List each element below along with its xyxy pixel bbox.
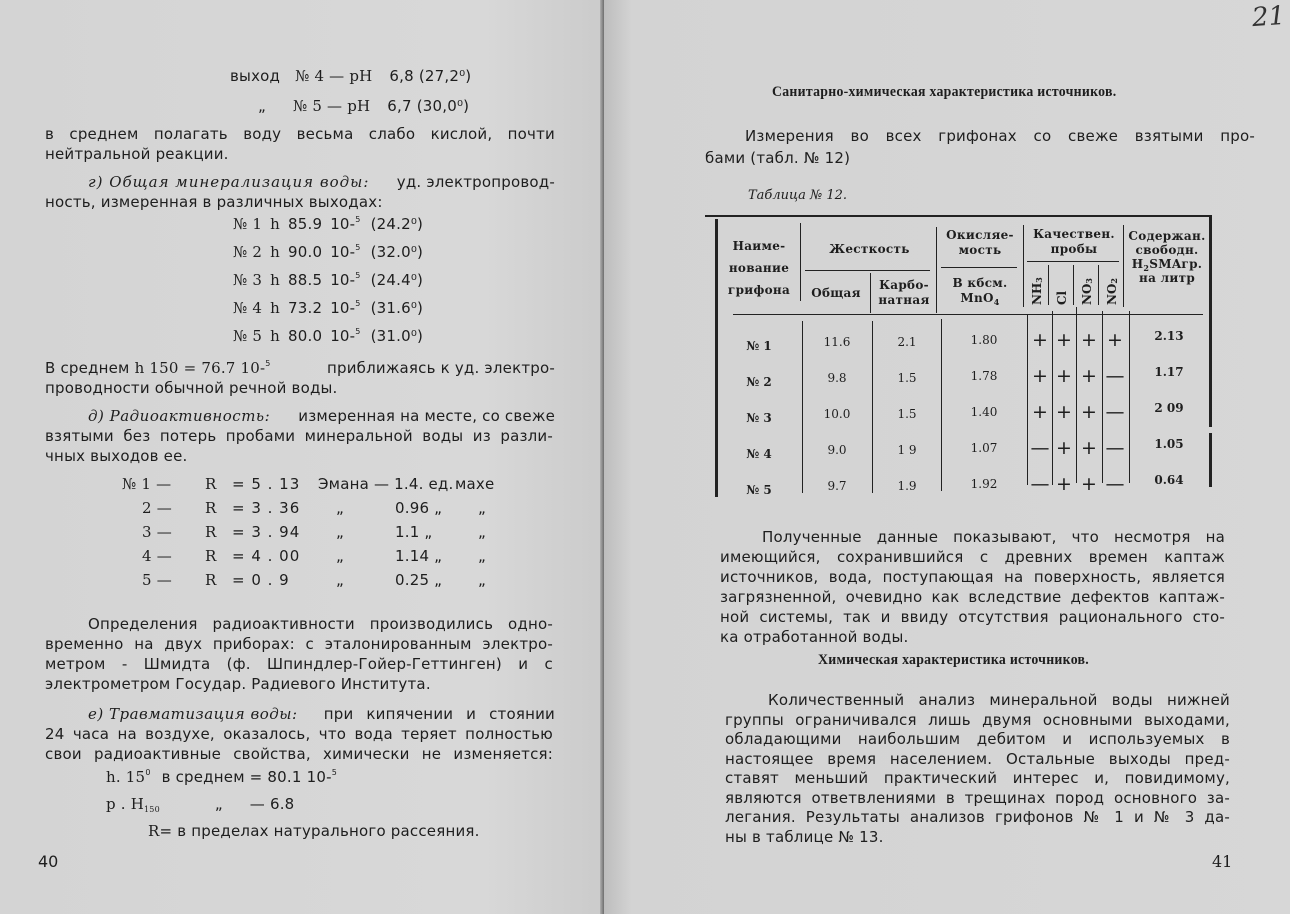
conductivity-symbol: h <box>270 271 280 289</box>
cell-spring-name: № 2 <box>746 375 772 389</box>
outlet-number: № 4 <box>233 299 263 317</box>
conductivity-symbol: h <box>270 215 280 233</box>
ditto-mark: „ <box>336 499 344 517</box>
cell-qual-no2: — <box>1105 401 1125 423</box>
cell-qual-cl: + <box>1056 401 1072 423</box>
paragraph-line: обладающими наибольшим дебитом и используемых в <box>725 730 1230 748</box>
section-e-text: 24 часа на воздухе, оказалось, что вода теряет полностью <box>45 725 553 743</box>
section-d-text: взятыми без потерь пробами минеральной воды из разли- <box>45 427 553 445</box>
header-qualitative-tests: Качествен. пробы <box>1033 227 1115 256</box>
radioactivity-outlet: № 1 — <box>122 475 172 493</box>
radioactivity-outlet: 5 — <box>142 571 172 589</box>
radioactivity-outlet: 4 — <box>142 547 172 565</box>
cell-qual-nh3: + <box>1032 401 1048 423</box>
radioactivity-value: = 3 . 94 <box>232 523 301 541</box>
section-e-text: при кипячении и стоянии <box>323 705 555 723</box>
conductivity-row <box>233 270 423 290</box>
paragraph-line: группы ограничивался лишь двумя основными выходами, <box>725 710 1230 729</box>
cell-qual-no3: + <box>1081 473 1097 495</box>
section-d-title: д) Радиоактивность: <box>88 407 271 425</box>
cell-spring-name: № 1 <box>746 339 772 353</box>
header-qual-base: Cl <box>1055 290 1069 305</box>
cell-spring-name: № 3 <box>746 411 772 425</box>
cell-spring-name: № 4 <box>746 447 772 461</box>
header-hardness: Жесткость <box>829 242 910 256</box>
cell-oxidizability: 1.78 <box>970 369 998 383</box>
radioactivity-symbol: R <box>205 571 217 589</box>
header-oxidizability-unit: В кбсм. MnO$_4$ <box>952 276 1008 307</box>
section-d-text: чных выходов ее. <box>45 447 188 465</box>
conductivity-row <box>233 214 423 234</box>
ph-label: выход <box>230 67 281 85</box>
outlet-number: № 1 <box>233 215 263 233</box>
cell-qual-nh3: + <box>1032 365 1048 387</box>
ditto-mark: „ <box>478 571 486 589</box>
header-qual-0 <box>1030 269 1044 305</box>
section-e-header <box>88 704 555 724</box>
section-heading-chemical: Химическая характеристика источников. <box>818 652 1089 668</box>
conductivity-value: 73.2 <box>287 299 323 317</box>
ph-value: 6,8 (27,2⁰) <box>389 67 472 85</box>
paragraph-line: ны в таблице № 13. <box>725 827 884 846</box>
ph-num: № 5 <box>292 97 323 115</box>
conductivity-unit: 10- <box>330 271 356 289</box>
intro-text: бами (табл. № 12) <box>705 149 851 167</box>
cell-qual-no2: — <box>1105 473 1125 495</box>
section-d-header <box>88 406 555 426</box>
section-g-title: г) Общая минерализация воды: <box>88 173 370 191</box>
conductivity-unit: 10- <box>330 299 356 317</box>
paragraph-line: настоящее время населением. Остальные выходы пред- <box>725 749 1230 768</box>
intro-text: Измерения во всех грифонах со свеже взятыми про- <box>745 127 1255 145</box>
conductivity-value: 85.9 <box>287 215 323 233</box>
ditto-mark: „ <box>478 523 486 541</box>
paragraph-line: источников, вода, поступающая на поверхность, является <box>720 568 1225 586</box>
cell-qual-cl: + <box>1056 473 1072 495</box>
radioactivity-value: = 4 . 00 <box>232 547 301 565</box>
cell-qual-no3: + <box>1081 365 1097 387</box>
table-right-border <box>1209 433 1212 487</box>
section-e-text: свои радиоактивные свойства, химически не изменяется: <box>45 745 553 763</box>
cell-hardness-carbonate: 1.5 <box>897 407 917 421</box>
avg-text: В среднем h 150 = 76.7 10-$^5$ <box>45 359 271 377</box>
radioactivity-value: = 0 . 9 <box>232 571 290 589</box>
section-heading-sanitary: Санитарно-химическая характеристика источников. <box>772 84 1117 100</box>
paragraph-line: загрязненной, очевидно как вследствие дефектов каптаж- <box>720 588 1225 606</box>
cell-h2s: 0.64 <box>1154 473 1184 487</box>
ph-dash: — pH <box>329 67 373 85</box>
conductivity-exponent: 5 <box>355 215 361 224</box>
ph-value: 6,7 (30,0⁰) <box>387 97 470 115</box>
cell-qual-nh3: — <box>1030 473 1050 495</box>
header-qual-index: 3 <box>1034 277 1044 283</box>
conductivity-exponent: 5 <box>355 299 361 308</box>
conductivity-value: 80.0 <box>287 327 323 345</box>
cell-spring-name: № 5 <box>746 483 772 497</box>
cell-hardness-carbonate: 1 9 <box>897 443 917 457</box>
conductivity-unit: 10- <box>330 327 356 345</box>
avg-text-tail: приближаясь к уд. электро- <box>326 359 555 377</box>
cell-hardness-carbonate: 2.1 <box>897 335 917 349</box>
conductivity-symbol: h <box>270 243 280 261</box>
radioactivity-ema-value: 1.14 „ <box>395 547 443 565</box>
conductivity-value: 90.0 <box>287 243 323 261</box>
conductivity-row <box>233 298 423 318</box>
conductivity-temp: (32.0⁰) <box>370 243 424 261</box>
radioactivity-value: = 3 . 36 <box>232 499 301 517</box>
conductivity-value: 88.5 <box>287 271 323 289</box>
header-h2s: Содержан. свободн. $H_2SMAгр$. на литр <box>1128 229 1206 285</box>
paragraph-line: имеющийся, сохранившийся с древних времен каптаж <box>720 548 1225 566</box>
radioactivity-ema-value: 1.1 „ <box>395 523 433 541</box>
cell-qual-cl: + <box>1056 365 1072 387</box>
radioactivity-ema-unit: махе <box>455 475 495 493</box>
paragraph-line: метром - Шмидта (ф. Шпиндлер-Гойер-Геттинген) и с <box>45 655 553 673</box>
header-qual-index: 2 <box>1109 278 1119 284</box>
outlet-number: № 3 <box>233 271 263 289</box>
header-hardness-carbonate: Карбо- натная <box>878 278 930 307</box>
radioactivity-symbol: R <box>205 499 217 517</box>
radioactivity-ema-value: 0.96 „ <box>395 499 443 517</box>
formula-h15: h. $15^0$ в среднем = 80.1 10-$^5$ <box>106 768 337 786</box>
conductivity-unit: 10- <box>330 215 356 233</box>
table-caption: Таблица № 12. <box>748 188 848 203</box>
formula-ph150: p . $H_{150}$ „ — 6.8 <box>106 795 295 814</box>
paragraph-line: Количественный анализ минеральной воды нижней <box>768 691 1230 709</box>
paragraph-line: электрометром Государ. Радиевого Института. <box>45 675 431 693</box>
paragraph-line: ставят меньший практический интерес и, повидимому, <box>725 769 1230 787</box>
conductivity-symbol: h <box>270 299 280 317</box>
section-g-text: ность, измеренная в различных выходах: <box>45 193 383 211</box>
cell-hardness-total: 9.8 <box>827 371 847 385</box>
paragraph-line: Полученные данные показывают, что несмотря на <box>762 528 1225 546</box>
paragraph-line: Определения радиоактивности производились одно- <box>88 615 553 633</box>
cell-qual-no2: — <box>1105 365 1125 387</box>
cell-qual-cl: + <box>1056 329 1072 351</box>
paragraph-line: являются ответвлениями в трещинах пород основного за- <box>725 788 1230 807</box>
cell-h2s: 1.05 <box>1154 437 1184 451</box>
ph-label: „ <box>258 97 266 115</box>
radioactivity-ema-label: Эмана — 1.4. ед. <box>318 475 454 493</box>
conductivity-average-line2: проводности обычной речной воды. <box>45 379 338 397</box>
ph-conclusion-line: в среднем полагать воду весьма слабо кислой, почти <box>45 125 555 143</box>
cell-h2s: 2.13 <box>1154 329 1184 343</box>
section-g-text: уд. электропровод- <box>396 173 555 191</box>
radioactivity-value: = 5 . 13 <box>232 475 301 493</box>
table-top-rule <box>705 215 1210 217</box>
formula-r: R= в пределах натурального рассеяния. <box>148 822 480 840</box>
conductivity-average <box>45 358 555 378</box>
ditto-mark: „ <box>336 523 344 541</box>
ph-line-5 <box>258 96 469 116</box>
header-hardness-total: Общая <box>811 286 861 300</box>
conductivity-exponent: 5 <box>355 271 361 280</box>
header-qual-3 <box>1105 269 1119 305</box>
table-12 <box>705 215 1210 497</box>
ph-line-4 <box>230 66 471 86</box>
cell-hardness-total: 10.0 <box>823 407 851 421</box>
header-oxidizability: Окисляе- мость <box>946 228 1014 257</box>
page-number: 40 <box>38 852 59 871</box>
cell-oxidizability: 1.92 <box>970 477 998 491</box>
outlet-number: № 5 <box>233 327 263 345</box>
cell-qual-no2: — <box>1105 437 1125 459</box>
cell-qual-no3: + <box>1081 437 1097 459</box>
cell-hardness-carbonate: 1.5 <box>897 371 917 385</box>
cell-hardness-total: 9.7 <box>827 479 847 493</box>
cell-h2s: 1.17 <box>1154 365 1184 379</box>
left-page <box>0 0 604 914</box>
section-g-header <box>88 172 555 192</box>
header-qual-base: NO <box>1105 283 1119 305</box>
table-left-border <box>715 219 718 497</box>
conductivity-row <box>233 326 423 346</box>
paragraph-line: временно на двух приборах: с эталонированным электро- <box>45 635 553 653</box>
conductivity-row <box>233 242 423 262</box>
conductivity-exponent: 5 <box>355 243 361 252</box>
ditto-mark: „ <box>478 499 486 517</box>
header-qual-base: NH <box>1030 282 1044 305</box>
header-name: Наиме- нование грифона <box>727 239 791 297</box>
paragraph-line: легания. Результаты анализов грифонов № 1 и № 3 да- <box>725 808 1230 826</box>
header-qual-1 <box>1055 269 1069 305</box>
header-qual-index: 3 <box>1084 278 1094 284</box>
cell-qual-cl: + <box>1056 437 1072 459</box>
ph-num: № 4 <box>295 67 325 85</box>
handwritten-page-number: 21 <box>1250 0 1287 34</box>
header-qual-2 <box>1080 269 1094 305</box>
cell-qual-nh3: + <box>1032 329 1048 351</box>
cell-h2s: 2 09 <box>1154 401 1184 415</box>
cell-hardness-total: 9.0 <box>827 443 847 457</box>
conductivity-symbol: h <box>270 327 280 345</box>
conductivity-temp: (24.4⁰) <box>370 271 424 289</box>
conductivity-temp: (31.0⁰) <box>370 327 424 345</box>
conductivity-temp: (24.2⁰) <box>370 215 424 233</box>
paragraph-line: ка отработанной воды. <box>720 628 909 646</box>
conductivity-unit: 10- <box>330 243 356 261</box>
ph-conclusion-line: нейтральной реакции. <box>45 145 229 163</box>
ditto-mark: „ <box>478 547 486 565</box>
ditto-mark: „ <box>336 547 344 565</box>
conductivity-exponent: 5 <box>355 327 361 336</box>
cell-oxidizability: 1.80 <box>970 333 998 347</box>
cell-qual-nh3: — <box>1030 437 1050 459</box>
cell-oxidizability: 1.07 <box>970 441 998 455</box>
ditto-mark: „ <box>336 571 344 589</box>
conductivity-temp: (31.6⁰) <box>370 299 424 317</box>
cell-qual-no3: + <box>1081 401 1097 423</box>
section-e-title: е) Травматизация воды: <box>88 705 298 723</box>
cell-oxidizability: 1.40 <box>970 405 998 419</box>
paragraph-line: ной системы, так и ввиду отсутствия рационального сто- <box>720 608 1225 626</box>
header-qual-base: NO <box>1080 283 1094 305</box>
cell-hardness-carbonate: 1.9 <box>897 479 917 493</box>
page-number: 41 <box>1212 852 1233 871</box>
radioactivity-symbol: R <box>205 547 217 565</box>
section-d-text: измеренная на месте, со свеже <box>298 407 555 425</box>
cell-qual-no3: + <box>1081 329 1097 351</box>
radioactivity-symbol: R <box>205 475 217 493</box>
cell-qual-no2: + <box>1107 329 1123 351</box>
ph-dash: — pH <box>327 97 371 115</box>
outlet-number: № 2 <box>233 243 263 261</box>
radioactivity-outlet: 2 — <box>142 499 172 517</box>
radioactivity-ema-value: 0.25 „ <box>395 571 443 589</box>
radioactivity-symbol: R <box>205 523 217 541</box>
table-right-border <box>1209 215 1212 427</box>
cell-hardness-total: 11.6 <box>823 335 851 349</box>
radioactivity-outlet: 3 — <box>142 523 172 541</box>
